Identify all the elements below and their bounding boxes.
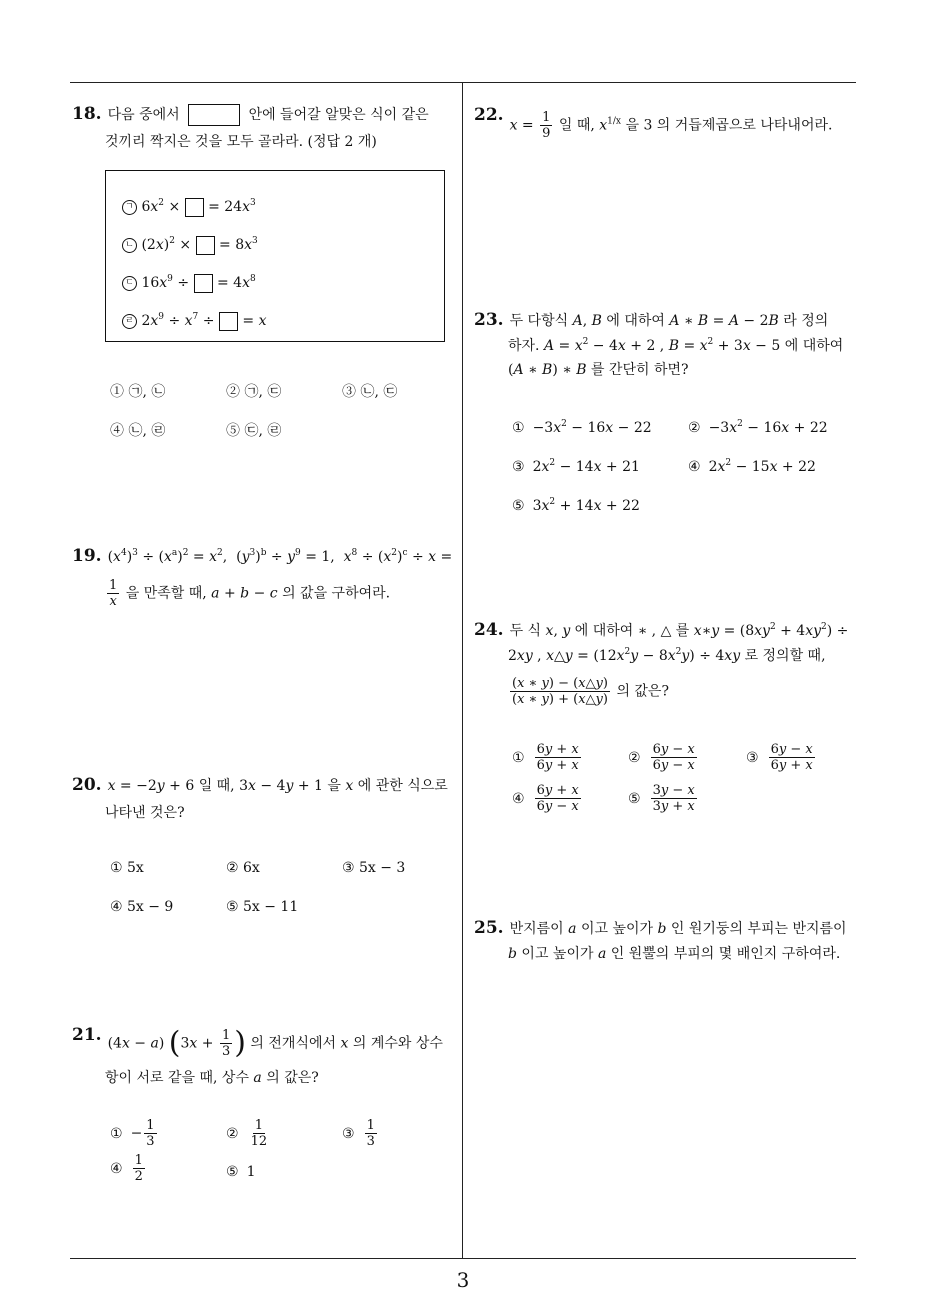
q23-option-2[interactable]: ② $-3x^2 - 16x + 22$ [688, 419, 828, 436]
q18-number: 18. [72, 104, 102, 124]
bottom-rule [70, 1258, 856, 1259]
q24-line3: $\frac{(x ∗ y) - (x\triangle y)}{(x ∗ y) + (x\triangle y)}$ 의 값은? [512, 676, 669, 707]
q19-line1: 19. $(x^4)^3 \div (x^a)^2 = x^2$, $(y^3)^b \div y^9 = 1$, $x^8 \div (x^2)^c \div x$ = [72, 546, 453, 566]
q20-line1: 20. x = −2y + 6 일 때, 3x − 4y + 1 을 x 에 관한 식으로 [72, 775, 448, 795]
q18-option-1[interactable]: ① ㉠, ㉡ [110, 384, 166, 400]
q21-option-5[interactable]: ⑤ 1 [226, 1164, 256, 1180]
q18-condition-box [105, 170, 445, 342]
q21-option-3[interactable]: ③ $\frac{1}{3}$ [342, 1118, 375, 1149]
q23-option-5[interactable]: ⑤ $3x^2 + 14x + 22$ [512, 497, 640, 514]
q20-line2: 나타낸 것은? [105, 805, 185, 821]
q23-line1: 23. 두 다항식 A, B 에 대하여 A ∗ B = A − 2B 라 정의 [474, 310, 829, 330]
q20-option-4[interactable]: ④ 5x − 9 [110, 899, 174, 915]
q18-item-4: ㄹ $2x^9 \div x^7$ ÷ = x [122, 311, 266, 331]
q20-option-1[interactable]: ① 5x [110, 860, 144, 876]
q18-option-5[interactable]: ⑤ ㉢, ㉣ [226, 423, 282, 439]
q21-line1: 21. (4x − a) (3x + $\frac{1}{3}$ ) 의 전개식에서 x 의 계수와 상수 [72, 1024, 443, 1061]
column-divider [462, 82, 463, 1258]
q18-option-4[interactable]: ④ ㉡, ㉣ [110, 423, 166, 439]
q24-option-4[interactable]: ④ $\frac{6y + x}{6y - x}$ [512, 783, 579, 814]
q20-option-3[interactable]: ③ 5x − 3 [342, 860, 406, 876]
q18-item-1: ㄱ $6x^2$ × = $24x^3$ [122, 197, 256, 217]
q23-line3: (A ∗ B) ∗ B 를 간단히 하면? [508, 362, 689, 378]
q25-line2: b 이고 높이가 a 인 원뿔의 부피의 몇 배인지 구하여라. [508, 946, 841, 962]
q18-line1: 18. 다음 중에서 안에 들어갈 알맞은 식이 같은 [72, 104, 429, 124]
q21-line2: 항이 서로 같을 때, 상수 a 의 값은? [105, 1070, 319, 1086]
q25-line1: 25. 반지름이 a 이고 높이가 b 인 원기둥의 부피는 반지름이 [474, 918, 847, 938]
q20-option-5[interactable]: ⑤ 5x − 11 [226, 899, 299, 915]
q21-option-4[interactable]: ④ $\frac{1}{2}$ [110, 1153, 143, 1184]
page-number: 3 [456, 1268, 470, 1292]
q24-option-5[interactable]: ⑤ $\frac{3y - x}{3y + x}$ [628, 783, 695, 814]
q23-option-4[interactable]: ④ $2x^2 - 15x + 22$ [688, 458, 816, 475]
q24-option-1[interactable]: ① $\frac{6y + x}{6y + x}$ [512, 742, 579, 773]
q23-option-1[interactable]: ① $-3x^2 - 16x - 22$ [512, 419, 652, 436]
q18-option-2[interactable]: ② ㉠, ㉢ [226, 384, 282, 400]
q18-line2: 것끼리 짝지은 것을 모두 골라라. (정답 2 개) [105, 134, 377, 150]
q24-option-3[interactable]: ③ $\frac{6y - x}{6y + x}$ [746, 742, 813, 773]
top-rule [70, 82, 856, 83]
q23-option-3[interactable]: ③ $2x^2 - 14x + 21$ [512, 458, 640, 475]
q20-option-2[interactable]: ② 6x [226, 860, 260, 876]
q18-option-3[interactable]: ③ ㉡, ㉢ [342, 384, 398, 400]
q21-option-2[interactable]: ② $\frac{1}{12}$ [226, 1118, 268, 1149]
q21-option-1[interactable]: ① − $\frac{1}{3}$ [110, 1118, 155, 1149]
q22-line1: 22.x = $\frac{1}{9}$ 일 때, $x^{1/x}$ 을 3 의 거듭제곱으로 나타내어라. [474, 104, 833, 141]
q24-option-2[interactable]: ② $\frac{6y - x}{6y - x}$ [628, 742, 695, 773]
q23-line2: 하자. $A = x^2 - 4x + 2$ , $B = x^2 + 3x - 5$ 에 대하여 [508, 337, 844, 354]
q24-line2: 2xy , x△y = $(12x^2y - 8x^2y) \div 4xy$ 로 정의할 때, [508, 647, 826, 664]
q18-item-2: ㄴ $(2x)^2$ × = $8x^3$ [122, 235, 258, 255]
q24-line1: 24. 두 식 x, y 에 대하여 ∗ , △ 를 x∗y = $(8xy^2 + 4xy^2)$ ÷ [474, 620, 849, 640]
answer-blank-box [188, 104, 240, 126]
q18-item-3: ㄷ $16x^9$ ÷ = $4x^8$ [122, 273, 256, 293]
q19-line2: $\frac{1}{x}$ 을 만족할 때, a + b − c 의 값을 구하여라. [109, 578, 391, 609]
